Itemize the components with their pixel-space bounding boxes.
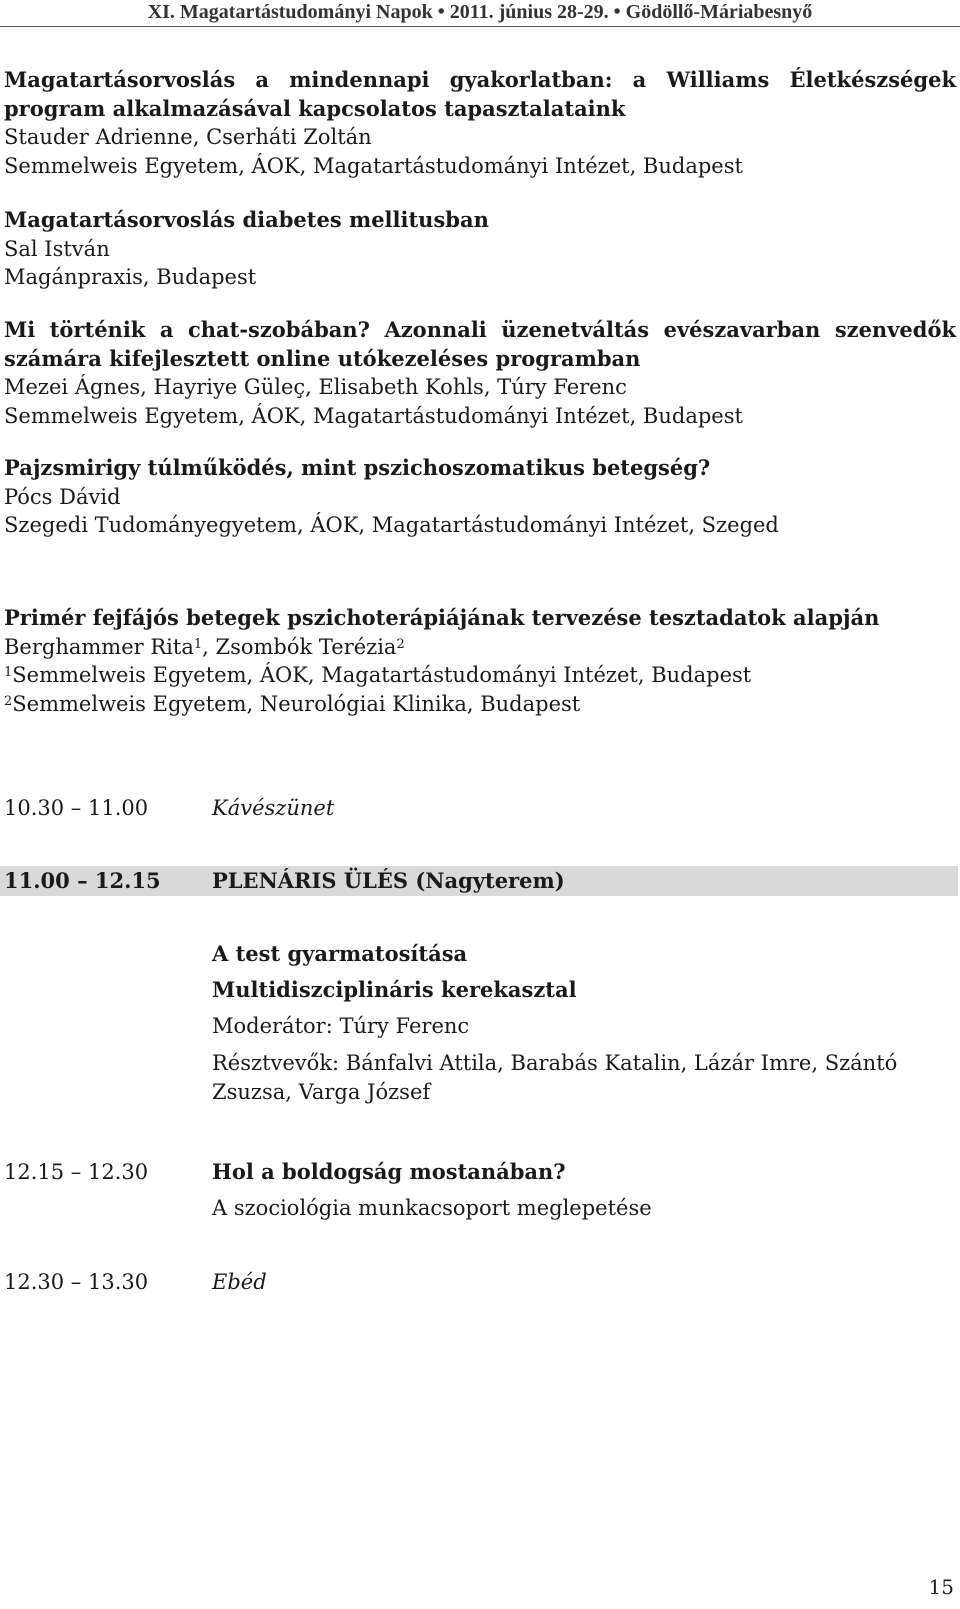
footnote-marker: 1 (4, 665, 13, 680)
schedule-label: PLENÁRIS ÜLÉS (Nagyterem) (212, 868, 565, 893)
roundtable-participants: Résztvevők: Bánfalvi Attila, Barabás Katalin, Lázár Imre, Szántó (212, 1051, 898, 1075)
roundtable-subtitle: Multidiszciplináris kerekasztal (212, 977, 577, 1002)
presentation-5 (4, 604, 956, 718)
presentation-4 (4, 454, 956, 540)
affiliation-text: Semmelweis Egyetem, Neurológiai Klinika, Budapest (12, 691, 581, 716)
presentation-2 (4, 206, 956, 292)
schedule-time: 12.30 – 13.30 (4, 1270, 149, 1294)
page-header: XI. Magatartástudományi Napok • 2011. június 28-29. • Gödöllő-Máriabesnyő (0, 0, 960, 27)
footnote-marker: 1 (193, 636, 203, 652)
roundtable-moderator: Moderátor: Túry Ferenc (212, 1014, 470, 1038)
presentation-authors: Pócs Dávid (4, 484, 121, 509)
presentation-affiliation (4, 690, 956, 719)
affiliation-text: Semmelweis Egyetem, ÁOK, Magatartástudományi Intézet, Budapest (12, 663, 752, 687)
schedule-subtitle: A szociológia munkacsoport meglepetése (212, 1196, 652, 1220)
presentation-3 (4, 316, 956, 430)
presentation-affiliation: Magánpraxis, Budapest (4, 265, 257, 289)
presentation-affiliation (4, 661, 956, 690)
presentation-affiliation: Semmelweis Egyetem, ÁOK, Magatartástudományi Intézet, Budapest (4, 403, 743, 428)
roundtable-title: A test gyarmatosítása (212, 941, 468, 966)
presentation-title: Magatartásorvoslás a mindennapi gyakorlatban: a Williams Életkészségek program alkalmazásával kapcsolatos tapasztalataink (4, 67, 956, 121)
presentation-title: Pajzsmirigy túlműködés, mint pszichoszomatikus betegség? (4, 455, 711, 480)
presentation-1 (4, 66, 956, 180)
schedule-title: Hol a boldogság mostanában? (212, 1159, 566, 1184)
page-number: 15 (928, 1575, 954, 1599)
author-name: , Zsombók Terézia (202, 634, 397, 659)
roundtable-participants: Zsuzsa, Varga József (212, 1080, 431, 1104)
presentation-title: Mi történik a chat-szobában? Azonnali üzenetváltás evészavarban szenvedők számára kifejlesztett online utókezeléses programban (4, 317, 956, 371)
schedule-label: Kávészünet (212, 796, 335, 820)
schedule-time: 11.00 – 12.15 (4, 868, 161, 893)
presentation-affiliation: Semmelweis Egyetem, ÁOK, Magatartástudományi Intézet, Budapest (4, 153, 743, 178)
schedule-label: Ebéd (212, 1270, 267, 1294)
presentation-authors (4, 633, 956, 662)
footnote-marker: 2 (396, 636, 405, 652)
presentation-authors: Sal István (4, 236, 110, 261)
presentation-affiliation: Szegedi Tudományegyetem, ÁOK, Magatartástudományi Intézet, Szeged (4, 513, 779, 537)
presentation-title: Magatartásorvoslás diabetes mellitusban (4, 207, 489, 232)
schedule-time: 10.30 – 11.00 (4, 796, 149, 820)
footnote-marker: 2 (4, 693, 13, 709)
presentation-authors: Mezei Ágnes, Hayriye Güleç, Elisabeth Kohls, Túry Ferenc (4, 375, 627, 399)
presentation-authors: Stauder Adrienne, Cserháti Zoltán (4, 125, 372, 149)
presentation-title: Primér fejfájós betegek pszichoterápiájának tervezése tesztadatok alapján (4, 605, 880, 630)
author-name: Berghammer Rita (4, 634, 194, 659)
schedule-time: 12.15 – 12.30 (4, 1160, 149, 1184)
